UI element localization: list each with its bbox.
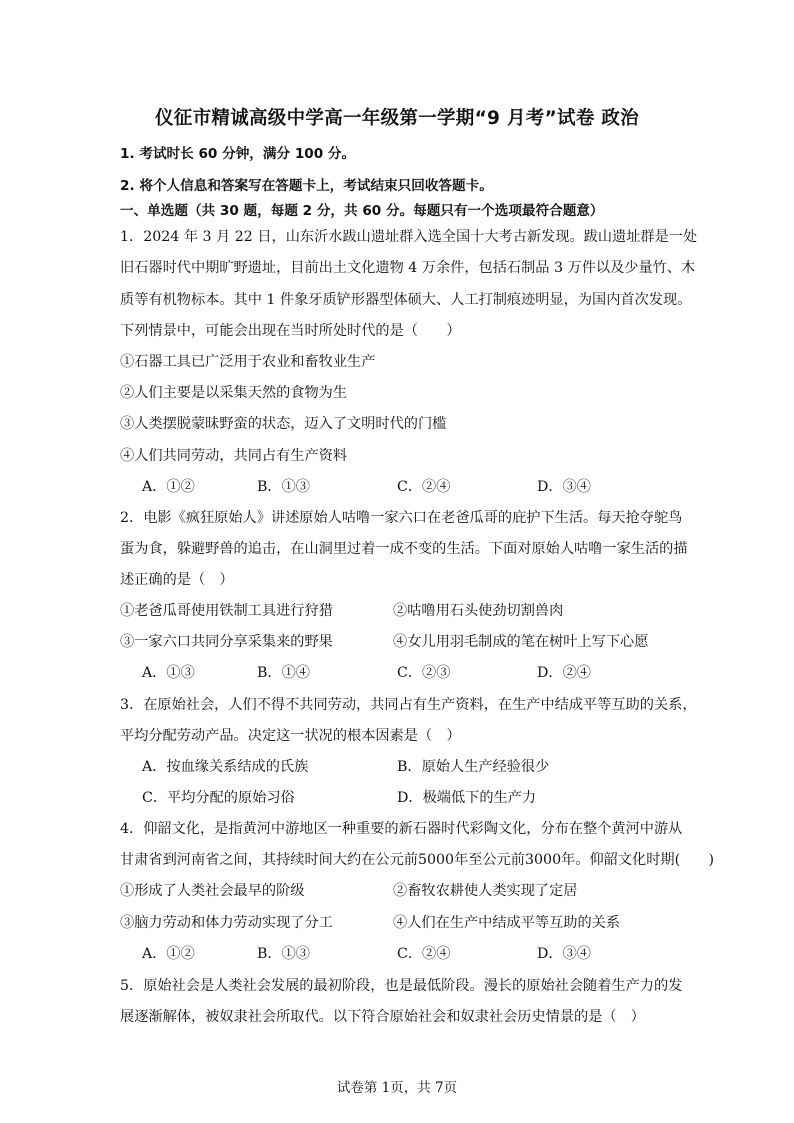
instruction-1: 1. 考试时长 60 分钟，满分 100 分。 — [120, 146, 356, 162]
q4-item-4: ④人们在生产中结成平等互助的关系 — [393, 915, 621, 931]
q1-item-2: ②人们主要是以采集天然的食物为生 — [120, 385, 348, 401]
q2-item-4: ④女儿用羽毛制成的笔在树叶上写下心愿 — [393, 634, 649, 650]
q4-item-2: ②畜牧农耕使人类实现了定居 — [393, 883, 578, 899]
section-heading: 一、单选题（共 30 题，每题 2 分，共 60 分。每题只有一个选项最符合题意） — [120, 203, 604, 219]
q3-option-c[interactable]: C．平均分配的原始习俗 — [142, 790, 295, 806]
q5-stem-line-2: 展逐渐解体，被奴隶社会所取代。以下符合原始社会和奴隶社会历史情景的是（ ） — [120, 1009, 645, 1025]
q2-option-b[interactable]: B．①④ — [257, 665, 310, 681]
q2-item-2: ②咕噜用石头使劲切割兽肉 — [393, 603, 564, 619]
q2-stem-line-3: 述正确的是（ ） — [120, 572, 234, 588]
q3-option-d[interactable]: D．极端低下的生产力 — [397, 790, 537, 806]
q1-option-a[interactable]: A．①② — [142, 479, 195, 495]
q1-stem-line-2: 旧石器时代中期旷野遗址，目前出土文化遗物 4 万余件，包括石制品 3 万件以及少量竹、木 — [120, 260, 696, 276]
q2-stem-line-2: 蛋为食，躲避野兽的追击，在山洞里过着一成不变的生活。下面对原始人咕噜一家生活的描 — [120, 541, 688, 557]
page-title: 仪征市精诚高级中学高一年级第一学期“9 月考”试卷 政治 — [155, 108, 639, 129]
q3-stem-line-1: 3．在原始社会，人们不得不共同劳动，共同占有生产资料，在生产中结成平等互助的关系， — [120, 697, 697, 713]
q2-item-1: ①老爸瓜哥使用铁制工具进行狩猎 — [120, 603, 333, 619]
q1-option-d[interactable]: D．③④ — [537, 479, 591, 495]
q2-option-a[interactable]: A．①③ — [142, 665, 195, 681]
page-footer: 试卷第 1页，共 7页 — [336, 1080, 458, 1096]
q2-option-d[interactable]: D．②④ — [537, 665, 591, 681]
q3-stem-line-2: 平均分配劳动产品。决定这一状况的根本因素是（ ） — [120, 728, 461, 744]
q4-stem-line-1: 4．仰韶文化，是指黄河中游地区一种重要的新石器时代彩陶文化，分布在整个黄河中游从 — [120, 821, 683, 837]
q4-option-c[interactable]: C．②④ — [397, 946, 451, 962]
q4-option-a[interactable]: A．①② — [142, 946, 195, 962]
q1-option-c[interactable]: C．②④ — [397, 479, 451, 495]
q1-stem-line-1: 1．2024 年 3 月 22 日，山东沂水跋山遗址群入选全国十大考古新发现。跋山遗址群是一处 — [120, 229, 698, 245]
q4-option-d[interactable]: D．③④ — [537, 946, 591, 962]
q1-item-3: ③人类摆脱蒙昧野蛮的状态，迈入了文明时代的门槛 — [120, 416, 447, 432]
q2-option-c[interactable]: C．②③ — [397, 665, 451, 681]
q4-option-b[interactable]: B．①③ — [257, 946, 310, 962]
q4-stem-line-2: 甘肃省到河南省之间，其持续时间大约在公元前5000年至公元前3000年。仰韶文化时期( ) — [120, 852, 715, 868]
q1-stem-line-4: 下列情景中，可能会出现在当时所处时代的是（ ） — [120, 323, 461, 339]
q4-item-1: ①形成了人类社会最早的阶级 — [120, 883, 305, 899]
q3-option-b[interactable]: B．原始人生产经验很少 — [397, 759, 550, 775]
q1-item-1: ①石器工具已广泛用于农业和畜牧业生产 — [120, 354, 376, 370]
q4-item-3: ③脑力劳动和体力劳动实现了分工 — [120, 915, 333, 931]
q2-item-3: ③一家六口共同分享采集来的野果 — [120, 634, 333, 650]
q1-stem-line-3: 质等有机物标本。其中 1 件象牙质铲形器型体硕大、人工打制痕迹明显，为国内首次发现。 — [120, 292, 692, 308]
instruction-2: 2. 将个人信息和答案写在答题卡上，考试结束只回收答题卡。 — [120, 178, 493, 194]
q3-option-a[interactable]: A．按血缘关系结成的氏族 — [142, 759, 309, 775]
q2-stem-line-1: 2．电影《疯狂原始人》讲述原始人咕噜一家六口在老爸瓜哥的庇护下生活。每天抢夺鸵鸟 — [120, 510, 683, 526]
q1-option-b[interactable]: B．①③ — [257, 479, 310, 495]
q1-item-4: ④人们共同劳动，共同占有生产资料 — [120, 448, 348, 464]
q5-stem-line-1: 5．原始社会是人类社会发展的最初阶段，也是最低阶段。漫长的原始社会随着生产力的发 — [120, 978, 683, 994]
